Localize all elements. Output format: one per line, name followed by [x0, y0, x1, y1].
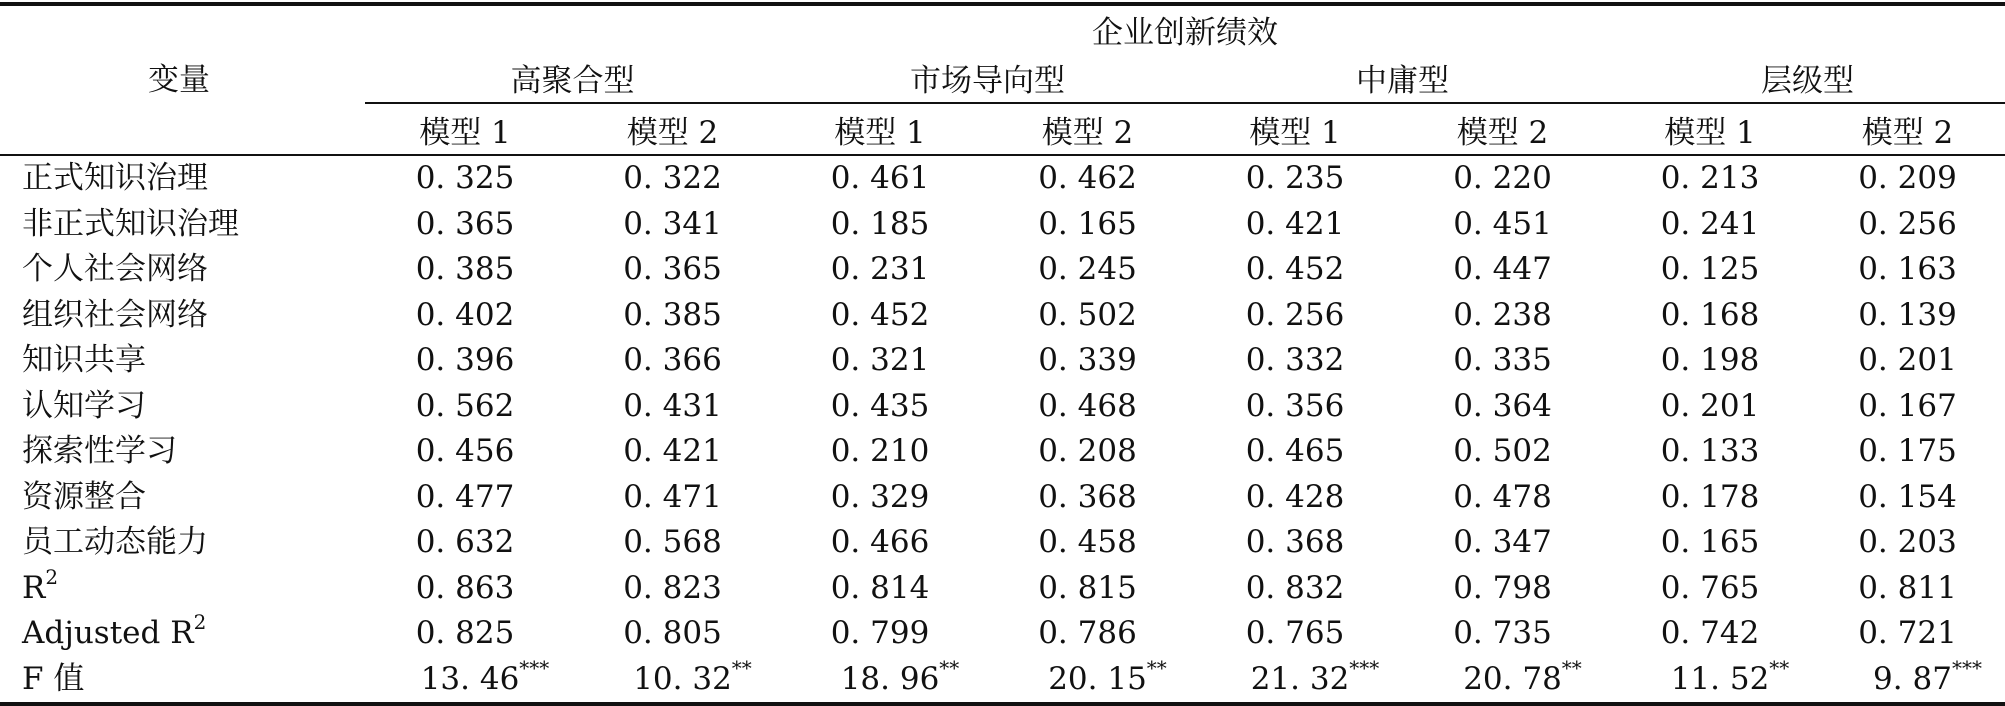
row-label: 资源整合: [22, 478, 146, 515]
significance-stars: ***: [1349, 655, 1380, 680]
group-header-market-oriented: 市场导向型: [780, 52, 1195, 103]
value-cell: 0. 154: [1858, 478, 1957, 515]
row-label: 探索性学习: [22, 433, 177, 470]
row-label: 知识共享: [22, 342, 146, 379]
value-cell: 0. 203: [1858, 524, 1957, 561]
adjusted-r-squared-row: [0, 611, 2005, 657]
row-label: F 值: [22, 660, 85, 697]
value-cell: [1395, 657, 1610, 705]
value-cell: 0. 502: [1453, 433, 1552, 470]
f-value: 11. 52: [1670, 660, 1770, 697]
value-cell: 0. 765: [1660, 569, 1760, 606]
significance-stars: **: [939, 655, 960, 680]
value-cell: 0. 125: [1660, 251, 1760, 288]
table-row: [0, 247, 2005, 293]
value-cell: 0. 632: [415, 524, 515, 561]
value-cell: 0. 168: [1660, 296, 1760, 333]
f-value: 21. 32: [1250, 660, 1350, 697]
value-cell: 0. 823: [623, 569, 722, 606]
f-value: 13. 46: [420, 660, 520, 697]
value-cell: 0. 332: [1245, 342, 1345, 379]
table-row: [0, 384, 2005, 430]
significance-stars: ***: [519, 655, 550, 680]
variable-column-header: 变量: [148, 62, 210, 98]
value-cell: 0. 341: [623, 205, 722, 242]
value-cell: 0. 742: [1660, 615, 1760, 652]
value-cell: 0. 863: [415, 569, 515, 606]
value-cell: 0. 385: [415, 251, 515, 288]
value-cell: 0. 435: [830, 387, 930, 424]
value-cell: 0. 825: [415, 615, 515, 652]
value-cell: 0. 325: [415, 160, 515, 197]
value-cell: 0. 208: [1038, 433, 1137, 470]
value-cell: 0. 735: [1453, 615, 1552, 652]
value-cell: 0. 139: [1858, 296, 1957, 333]
table-row: [0, 155, 2005, 202]
group-header-high-aggregation: 高聚合型: [365, 52, 780, 103]
value-cell: 0. 256: [1858, 205, 1957, 242]
value-cell: 0. 201: [1660, 387, 1760, 424]
model-header: 模型 2: [565, 103, 780, 155]
value-cell: [565, 657, 780, 705]
value-cell: 0. 163: [1858, 251, 1957, 288]
value-cell: [780, 657, 980, 705]
table-row: [0, 475, 2005, 521]
value-cell: 0. 451: [1453, 205, 1552, 242]
value-cell: 0. 210: [830, 433, 930, 470]
value-cell: 0. 465: [1245, 433, 1345, 470]
f-value: 10. 32: [633, 660, 732, 697]
value-cell: 0. 175: [1858, 433, 1957, 470]
value-cell: 0. 339: [1038, 342, 1137, 379]
value-cell: 0. 815: [1038, 569, 1137, 606]
significance-stars: **: [731, 655, 752, 680]
value-cell: 0. 165: [1660, 524, 1760, 561]
value-cell: 0. 365: [623, 251, 722, 288]
header-row-groups: [0, 52, 2005, 103]
value-cell: 0. 721: [1858, 615, 1957, 652]
value-cell: 0. 798: [1453, 569, 1552, 606]
value-cell: 0. 396: [415, 342, 515, 379]
model-header: 模型 2: [980, 103, 1195, 155]
value-cell: 0. 364: [1453, 387, 1552, 424]
value-cell: 0. 402: [415, 296, 515, 333]
value-cell: 0. 366: [623, 342, 722, 379]
value-cell: 0. 805: [623, 615, 722, 652]
value-cell: 0. 231: [830, 251, 930, 288]
regression-table: [0, 2, 2005, 706]
value-cell: 0. 165: [1038, 205, 1137, 242]
value-cell: 0. 356: [1245, 387, 1345, 424]
model-header: 模型 2: [1810, 103, 2005, 155]
table-row: [0, 520, 2005, 566]
dependent-variable-header: 企业创新绩效: [1092, 14, 1278, 51]
table-row: [0, 429, 2005, 475]
value-cell: 0. 799: [830, 615, 930, 652]
row-label: 正式知识治理: [22, 160, 208, 197]
significance-stars: **: [1769, 655, 1790, 680]
value-cell: 0. 238: [1453, 296, 1552, 333]
value-cell: 0. 421: [623, 433, 722, 470]
value-cell: 0. 329: [830, 478, 930, 515]
f-value: 20. 15: [1048, 660, 1147, 697]
table-row: [0, 293, 2005, 339]
value-cell: [980, 657, 1195, 705]
value-cell: 0. 133: [1660, 433, 1760, 470]
superscript: 2: [45, 564, 59, 589]
value-cell: 0. 462: [1038, 160, 1137, 197]
value-cell: 0. 321: [830, 342, 930, 379]
value-cell: 0. 428: [1245, 478, 1345, 515]
value-cell: 0. 365: [415, 205, 515, 242]
value-cell: 0. 209: [1858, 160, 1957, 197]
value-cell: 0. 456: [415, 433, 515, 470]
value-cell: 0. 201: [1858, 342, 1957, 379]
model-header: 模型 1: [1610, 103, 1810, 155]
row-label: 个人社会网络: [22, 251, 208, 288]
row-label: 员工动态能力: [22, 524, 208, 561]
value-cell: 0. 447: [1453, 251, 1552, 288]
model-header: 模型 1: [365, 103, 565, 155]
value-cell: 0. 478: [1453, 478, 1552, 515]
r-squared-row: [0, 566, 2005, 612]
value-cell: 0. 468: [1038, 387, 1137, 424]
value-cell: 0. 335: [1453, 342, 1552, 379]
value-cell: [1195, 657, 1395, 705]
value-cell: 0. 368: [1245, 524, 1345, 561]
value-cell: 0. 562: [415, 387, 515, 424]
row-label: 组织社会网络: [22, 296, 208, 333]
value-cell: 0. 431: [623, 387, 722, 424]
f-value: 9. 87: [1873, 660, 1952, 697]
value-cell: 0. 322: [623, 160, 722, 197]
row-label-text: Adjusted R: [22, 615, 194, 652]
value-cell: 0. 452: [830, 296, 930, 333]
value-cell: 0. 452: [1245, 251, 1345, 288]
value-cell: 0. 245: [1038, 251, 1137, 288]
significance-stars: ***: [1951, 655, 1982, 680]
value-cell: 0. 832: [1245, 569, 1345, 606]
model-header: 模型 1: [1195, 103, 1395, 155]
row-label: [0, 566, 365, 612]
model-header: 模型 2: [1395, 103, 1610, 155]
value-cell: 0. 471: [623, 478, 722, 515]
value-cell: 0. 368: [1038, 478, 1137, 515]
value-cell: 0. 347: [1453, 524, 1552, 561]
group-header-moderate: 中庸型: [1195, 52, 1610, 103]
row-label: 认知学习: [22, 387, 146, 424]
value-cell: 0. 198: [1660, 342, 1760, 379]
value-cell: 0. 811: [1858, 569, 1957, 606]
value-cell: 0. 421: [1245, 205, 1345, 242]
value-cell: 0. 220: [1453, 160, 1552, 197]
row-label: 非正式知识治理: [22, 205, 239, 242]
value-cell: 0. 235: [1245, 160, 1345, 197]
value-cell: 0. 178: [1660, 478, 1760, 515]
value-cell: 0. 765: [1245, 615, 1345, 652]
header-row-top: [0, 4, 2005, 52]
value-cell: [365, 657, 565, 705]
f-value: 20. 78: [1463, 660, 1562, 697]
value-cell: 0. 814: [830, 569, 930, 606]
value-cell: 0. 786: [1038, 615, 1137, 652]
value-cell: 0. 466: [830, 524, 930, 561]
significance-stars: **: [1146, 655, 1167, 680]
value-cell: 0. 461: [830, 160, 930, 197]
value-cell: 0. 213: [1660, 160, 1760, 197]
group-header-hierarchical: 层级型: [1610, 52, 2005, 103]
table-row: [0, 338, 2005, 384]
value-cell: 0. 167: [1858, 387, 1957, 424]
value-cell: 0. 241: [1660, 205, 1760, 242]
row-label: [0, 611, 365, 657]
table-row: [0, 202, 2005, 248]
value-cell: 0. 502: [1038, 296, 1137, 333]
value-cell: [1610, 657, 1810, 705]
row-label-text: R: [22, 569, 46, 606]
table-body: [0, 155, 2005, 704]
f-value: 18. 96: [840, 660, 940, 697]
value-cell: 0. 185: [830, 205, 930, 242]
value-cell: 0. 385: [623, 296, 722, 333]
value-cell: 0. 568: [623, 524, 722, 561]
value-cell: 0. 458: [1038, 524, 1137, 561]
significance-stars: **: [1561, 655, 1582, 680]
f-value-row: [0, 657, 2005, 705]
value-cell: [1810, 657, 2005, 705]
superscript: 2: [193, 610, 207, 635]
value-cell: 0. 256: [1245, 296, 1345, 333]
value-cell: 0. 477: [415, 478, 515, 515]
model-header: 模型 1: [780, 103, 980, 155]
